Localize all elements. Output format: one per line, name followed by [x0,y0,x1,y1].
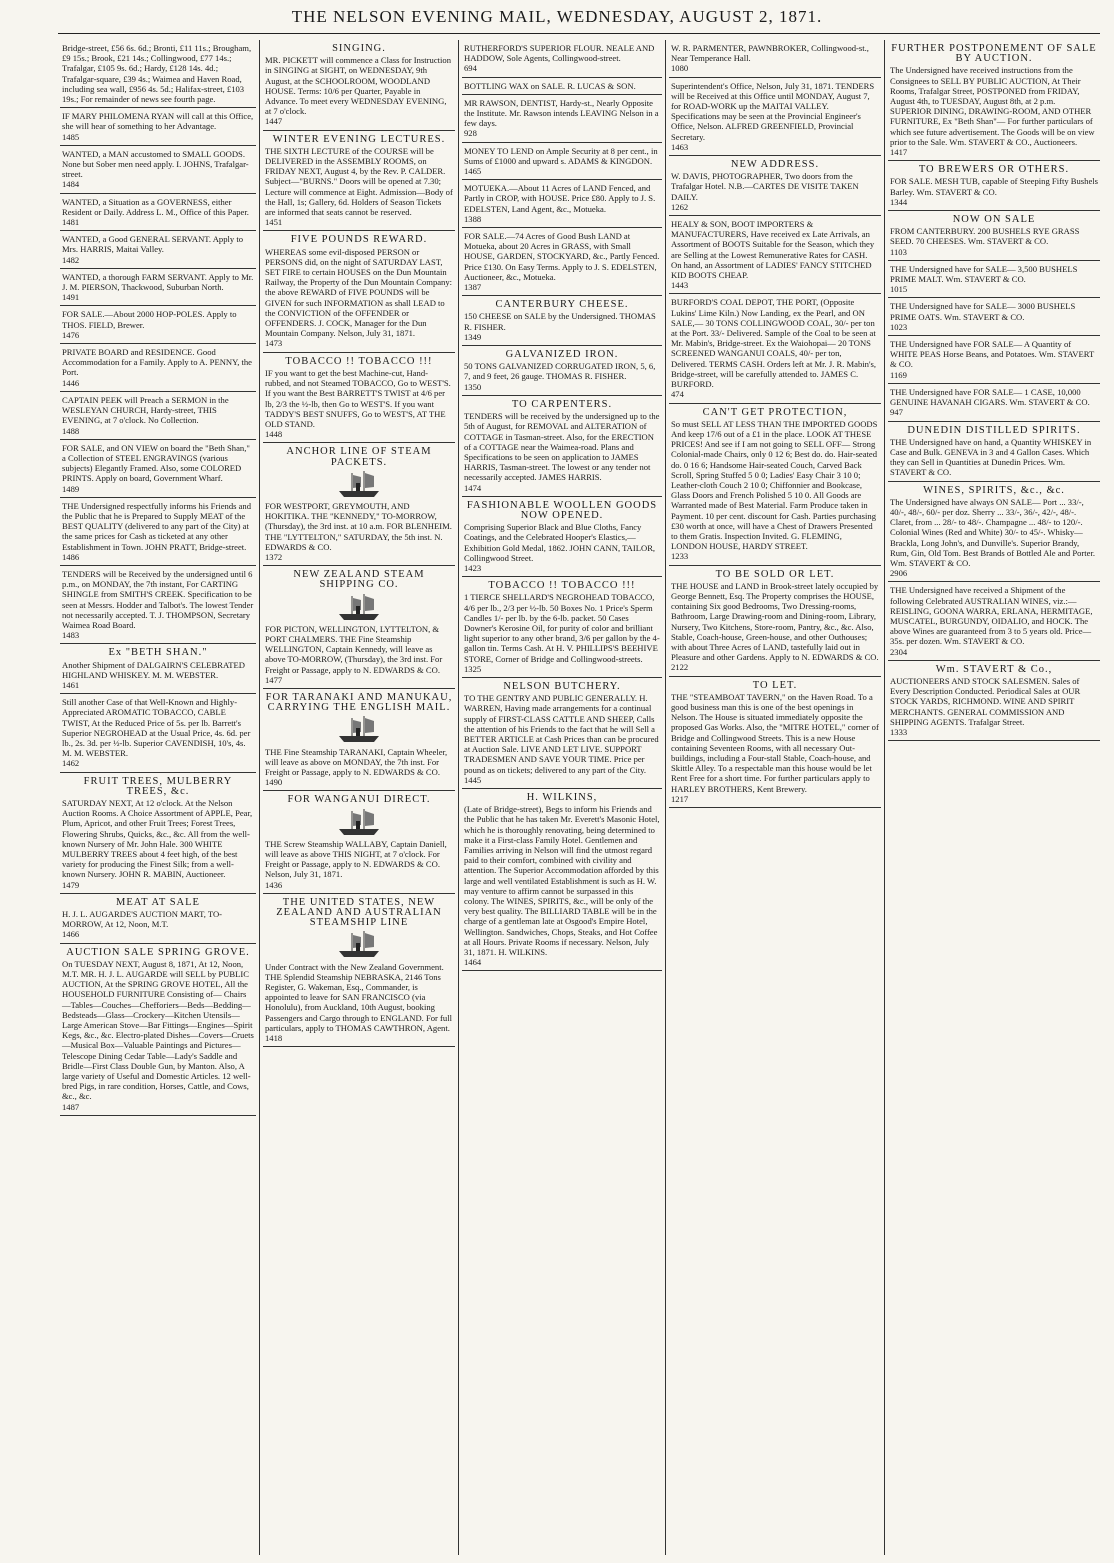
ad-number: 1448 [265,429,283,440]
ad-number: 1372 [265,551,283,562]
ad-heading: FASHIONABLE WOOLLEN GOODS NOW OPENED. [466,499,658,521]
ad-number: 1466 [62,929,80,940]
ad-heading: TOBACCO !! TOBACCO !!! [488,580,636,592]
ad-body: THE "STEAMBOAT TAVERN," on the Haven Road. To a good business man this is one of the best openings in Nelson. The House is situated immediately opposite the proposed Gas Works. Also, the "MITRE HOTEL," corner of Bridge and Collingwood Streets. This is a new House containing Seventeen Rooms, with all necessary Out-buildings, including a Four-stall Stable, Coach-house, and Skittle Alley. To a respectable man this house would be let Rent Free for a short time. For further particulars apply to HARLEY BROTHERS, Kent Brewery. [671,691,879,794]
advertisement [60,40,256,108]
ad-body: THE HOUSE and LAND in Brook-street lately occupied by George Bennett, Esq. The Property comprises the HOUSE, containing Six good Bedrooms, Two Dressing-rooms, Bathroom, Large Drawing-room and Dining-room, Library, Nursery, Two Kitchens, Store-room, Pantry, &c., &c. Also, Stable, Coach-house, Green-house, and other Outhouses; with about Three Acres of LAND, tastefully laid out in Pleasure and other Gardens. Apply to N. EDWARDS & CO. [671,580,879,663]
advertisement [263,443,455,566]
advertisement [263,791,455,893]
ad-number: 1482 [62,254,80,265]
ad-number: 1103 [890,246,907,257]
ad-body: AUCTIONEERS AND STOCK SALESMEN. Sales of Every Description Conducted. Periodical Sales at OUR STOCK YARDS, RICHMOND. WINE AND SPIRIT MERCHANTS. GENERAL COMMISSION AND SHIPPING AGENTS. Trafalgar Street. [890,675,1081,727]
ad-number: 1445 [464,774,482,785]
steamship-engraving-icon [265,929,453,961]
ad-number: 947 [890,407,903,418]
ad-number: 1436 [265,879,283,890]
ad-number: 1489 [62,483,80,494]
ad-heading: FURTHER POSTPONEMENT OF SALE BY AUCTION. [891,43,1097,65]
ad-number: 1418 [265,1033,283,1044]
steamship-engraving-icon [265,807,453,839]
ad-number: 474 [671,389,684,400]
ad-body: CAPTAIN PEEK will Preach a SERMON in the WESLEYAN CHURCH, Hardy-street, THIS EVENING, at 7 o'clock. No Collection. [62,394,229,426]
advertisement [263,40,455,131]
ad-number: 1451 [265,217,283,228]
ad-number: 1474 [464,482,482,493]
advertisement [669,78,881,156]
ad-number: 1233 [671,551,689,562]
advertisement [888,482,1100,583]
ad-heading: DUNEDIN DISTILLED SPIRITS. [907,424,1081,436]
advertisement [462,789,662,971]
advertisement [888,582,1100,660]
advertisement [462,180,662,228]
ad-heading: TO LET. [752,679,798,691]
column-1 [60,40,256,1555]
ad-number: 1461 [62,679,80,690]
ad-number: 1479 [62,879,80,890]
ad-body: THE Undersigned have on hand, a Quantity WHISKEY in Case and Bulk. GENEVA in 3 and 4 Gallon Cases. Which they can Sell in Quantities at Dunedin Prices. Wm. STAVERT & CO. [890,436,1092,478]
ad-heading: TO BE SOLD OR LET. [715,568,835,580]
ad-body: THE Undersigned have for SALE— 3,500 BUSHELS PRIME MALT. Wm. STAVERT & CO. [890,263,1078,285]
ad-number: 1015 [890,284,908,295]
ad-body: 1 TIERCE SHELLARD'S NEGROHEAD TOBACCO, 4/6 per lb., 2/3 per ½-lb. 50 Boxes No. 1 Price's Sperm Candles 1/- per lb. by the 6-lb. packet. 50 Cases Downer's Kerosine Oil, for purity of color and brilliant light superior to any other brand, 3/6 per gallon by the 4-gallon tin. Terms Cash. At H. V. PHILLIPS'S BEEHIVE STORE, Corner of Bridge and Collingwood-streets. [464,592,660,664]
ad-number: 1344 [890,196,908,207]
advertisement [669,294,881,403]
advertisement [888,211,1100,261]
ad-number: 1417 [890,147,908,158]
advertisement [462,346,662,396]
ad-body: FOR SALE, and ON VIEW on board the "Beth Shan," a Collection of STEEL ENGRAVINGS (various subjects) Elegantly Framed. Also, some COLORED PRINTS. Apply on board, Government Wharf. [62,442,250,484]
ad-number: 1485 [62,131,80,142]
ad-body: Bridge-street, £56 6s. 6d.; Bronti, £11 11s.; Brougham, £9 15s.; Brook, £21 14s.; Collingwood, £77 14s.; Trafalgar, £105 9s. 6d.; Hardy, £128 14s. 4d.; Trafalgar-square, £39 4s.; Waimea and Haven Road, including sea wall, £956 4s. 5d.; Halifax-street, £103 19s.; For remainder of news see fourth page. [62,43,252,105]
ad-number: 1350 [464,381,482,392]
ad-heading: ANCHOR LINE OF STEAM PACKETS. [286,446,432,468]
advertisement [462,577,662,678]
ad-body: MONEY TO LEND on Ample Security at 8 per cent., in Sums of £1000 and upward s. ADAMS & KINGDON. [464,145,658,166]
advertisement [888,298,1100,336]
ad-body: RUTHERFORD'S SUPERIOR FLOUR. NEALE AND HADDOW, Sole Agents, Collingwood-street. [464,43,655,64]
ad-body: PRIVATE BOARD and RESIDENCE. Good Accommodation for a Family. Apply to A. PENNY, the Port. [62,347,253,378]
advertisement [888,261,1100,299]
ad-number: 2122 [671,662,689,673]
ad-number: 1446 [62,377,80,388]
ad-number: 694 [464,63,477,74]
ad-heading: Wm. STAVERT & Co., [935,663,1053,675]
ad-number: 1487 [62,1101,80,1112]
ad-body: BURFORD'S COAL DEPOT, THE PORT, (Opposite Lukins' Lime Kiln.) Now Landing, ex the Pearl, and ON SALE,— 30 TONS COLLINGWOOD COAL, 30/- per ton at the Port. 33/- Delivered. Sample of the Coal to be seen at Mr. Mabin's, Bridge-street. Ex the Waiohopai— 20 TONS SCREENED WANGANUI COALS, 40/- per ton, Delivered. TERMS CASH. Orders left at Mr. J. R. Mabin's, Bridge-street, will be carefully attended to. JAMES C. BURFORD. [671,297,876,390]
advertisement [60,944,256,1116]
ad-body: FOR SALE.—About 2000 HOP-POLES. Apply to THOS. FIELD, Brewer. [62,309,237,330]
column-rule [259,40,260,1555]
ad-number: 1217 [671,793,689,804]
ad-heading: WINTER EVENING LECTURES. [272,133,446,145]
ad-heading: H. WILKINS, [526,792,598,803]
ad-heading: AUCTION SALE SPRING GROVE. [66,946,250,958]
ad-body: On TUESDAY NEXT, August 8, 1871, At 12, Noon, M.T. MR. H. J. L. AUGARDE will SELL by PUBLIC AUCTION, At the SPRING GROVE HOTEL, All the HOUSEHOLD FURNITURE Consisting of— Chairs—Tables—Couches—Chefforiers—Beds—Bedding—Bedsteads—Glass—Crockery—Kitchen Utensils—Large American Stove—Bar Fittings—Engines—Spirit Kegs, &c., &c. Electro-plated Dishes—Covers—Cruets—Musical Box—Valuable Paintings and Pictures—Telescope Dining Cedar Table—Lady's Saddle and Bridle—First Class Double Gun, by Manton. Also, A large variety of Useful and Domestic Articles. 12 well-bred Pigs, in rare condition, Horses, Cattle, and Cows, &c., &c. [62,958,254,1102]
ad-body: The Undersigned have always ON SALE— Port ... 33/-, 40/-, 48/-, 60/- per doz. Sherry ... 33/-, 36/-, 42/-, 48/-. Claret, from ... 28/- to 48/-. Champagne ... 48/- to 120/-. Colonial Wines (Red and White) 30/- to 45/-. Whisky—Brackla, Long John's, and Dunville's. Superior Brandy, Rum, Gin, Old Tom. Best Brands of Bottled Ale and Porter. Wm. STAVERT & CO. [890,496,1096,568]
ad-body: THE Screw Steamship WALLABY, Captain Daniell, will leave as above THIS NIGHT, at 7 o'clock. For Freight or Passage, apply to N. EDWARDS & CO. Nelson, July 31, 1871. [265,838,447,880]
ad-number: 1473 [265,338,283,349]
ad-body: BOTTLING WAX on SALE. R. LUCAS & SON. [464,80,636,91]
steamship-engraving-icon [265,592,453,624]
advertisement [888,422,1100,482]
ad-heading: TO BREWERS OR OTHERS. [918,164,1070,176]
column-2 [263,40,455,1555]
ad-number: 928 [464,128,477,139]
advertisement [60,306,256,344]
advertisement [60,644,256,694]
ad-body: THE Fine Steamship TARANAKI, Captain Wheeler, will leave as above on MONDAY, the 7th inst. For Freight or Passage, apply to N. EDWARDS & CO. [265,746,448,777]
ad-number: 1387 [464,282,482,293]
ad-body: WANTED, a Good GENERAL SERVANT. Apply to Mrs. HARRIS, Maitai Valley. [62,234,244,255]
ad-body: MR RAWSON, DENTIST, Hardy-st., Nearly Opposite the Institute. Mr. Rawson intends LEAVING Nelson in a few days. [464,97,659,129]
steamship-engraving-icon [265,469,453,501]
ad-number: 1169 [890,369,907,380]
advertisement [60,566,256,644]
ad-heading: FOR TARANAKI AND MANUKAU, CARRYING THE ENGLISH MAIL. [265,691,453,714]
advertisement [462,78,662,95]
ad-number: 1483 [62,630,80,641]
ad-number: 1464 [464,957,482,968]
advertisement [669,40,881,78]
ad-body: TO THE GENTRY AND PUBLIC GENERALLY. H. WARREN, Having made arrangements for a continual supply of FIRST-CLASS CATTLE AND SHEEP, Calls the attention of his Friends to the fact that he will Sell a BETTER ARTICLE at Cash Prices than can be procured at Auction Sale. LIVE AND LET LIVE. SUPPORT TRADESMEN AND SAVE YOUR TIME. Price per pound as on tickets; delivered to any part of the City. [464,693,659,775]
advertisement [462,228,662,296]
advertisement [462,296,662,346]
ad-number: 1349 [464,331,482,342]
advertisement [462,396,662,497]
ad-heading: TOBACCO !! TOBACCO !!! [285,355,433,367]
ad-body: Superintendent's Office, Nelson, July 31, 1871. TENDERS will be Received at this Office until MONDAY, August 7, for ROAD-WORK up the MAITAI VALLEY. Specifications may be seen at the Provincial Engineer's Office, Nelson. ALFRED GREENFIELD, Provincial Secretary. [671,80,875,142]
advertisement [462,678,662,789]
ad-heading: MEAT AT SALE [116,896,200,908]
advertisement [60,344,256,392]
ad-body: The Undersigned have received instructions from the Consignees to SELL BY PUBLIC AUCTION, At Their Rooms, Trafalgar Street, POSTPONED from FRIDAY, August 4th, to TUESDAY, August 8th, at 2 p.m. SUPERIOR DINING, DRAWING-ROOM, AND OTHER FURNITURE, Ex "Beth Shan"— For further particulars of which see future advertisement. The Goods will be on view prior to the Sale. Wm. STAVERT & CO., Auctioneers. [890,65,1095,147]
advertisement [669,404,881,566]
ad-number: 1481 [62,217,80,228]
ad-number: 1262 [671,201,689,212]
ad-body: THE SIXTH LECTURE of the COURSE will be DELIVERED in the ASSEMBLY ROOMS, on FRIDAY NEXT, August 4, by the Rev. P. CALDER. Subject—"BURNS." Doors will be opened at 7.30; Lecture will commence at Eight. Admission—Body of the Hall, 1s; Gallery, 6d. Holders of Season Tickets are informed that seats cannot be reserved. [265,145,453,218]
ad-body: FOR PICTON, WELLINGTON, LYTTELTON, & PORT CHALMERS. THE Fine Steamship WELLINGTON, Captain Kennedy, will leave as above TO-MORROW, (Thursday), the 3rd inst. For Freight or Passage, apply to N. EDWARDS & CO. [265,623,443,675]
advertisement [60,440,256,498]
ad-number: 1325 [464,663,482,674]
ad-body: WHEREAS some evil-disposed PERSON or PERSONS did, on the night of SATURDAY LAST, SET FIRE to certain HOUSES on the Dun Mountain Railway, the Property of the Dun Mountain Company: the above REWARD of FIVE POUNDS will be GIVEN for such INFORMATION as shall LEAD to the CONVICTION of the OFFENDER or OFFENDERS. J. COCK, Manager for the Dun Mountain Company. Nelson, July 31, 1871. [265,246,453,339]
advertisement [888,661,1100,741]
ad-number: 1484 [62,179,80,190]
advertisement [669,677,881,808]
ad-body: THE Undersigned respectfully informs his Friends and the Public that he is Prepared to Supply MEAT of the BEST QUALITY (delivered to any part of the City) at the same prices for Cash as ticketed at any other Establishment in Town. JOHN PRATT, Bridge-street. [62,500,252,552]
ad-number: 1477 [265,674,283,685]
ad-body: IF you want to get the best Machine-cut, Hand-rubbed, and not Steamed TOBACCO, Go to WEST'S. If you want the Best BARRETT'S TWIST at 4/6 per lb, 2/3 the ½-lb, then Go to WEST'S. If you want TADDY'S BEST SNUFFS, Go to WEST'S, AT THE OLD STAND. [265,367,451,429]
advertisement [263,131,455,232]
column-rule [458,40,459,1555]
ad-number: 1462 [62,758,80,769]
advertisement [888,384,1100,422]
advertisement [60,894,256,944]
ad-number: 1023 [890,321,908,332]
ad-body: 150 CHEESE on SALE by the Undersigned. THOMAS R. FISHER. [464,311,656,332]
ad-number: 1465 [464,166,482,177]
ad-body: MOTUEKA.—About 11 Acres of LAND Fenced, and Partly in CROP, with HOUSE. Price £80. Apply to J. S. EDELSTEN, Land Agent, &c., Motueka. [464,183,656,214]
ad-body: Comprising Superior Black and Blue Cloths, Fancy Coatings, and the Celebrated Hooper's Elastics,—Exhibition Gold Medal, 1862. JOHN CANN, TAILOR, Collingwood Street. [464,522,656,563]
ad-number: 1486 [62,551,80,562]
ad-heading: NEW ADDRESS. [730,159,820,171]
ad-body: FOR WESTPORT, GREYMOUTH, AND HOKITIKA. THE "KENNEDY," TO-MORROW, (Thursday), the 3rd inst. at 10 a.m. FOR BLENHEIM. THE "LYTTELTON," SATURDAY, the 5th inst. N. EDWARDS & CO. [265,500,452,552]
column-3 [462,40,662,1555]
advertisement [462,497,662,577]
ad-body: FOR SALE. MESH TUB, capable of Steeping Fifty Bushels Barley. Wm. STAVERT & CO. [890,176,1098,197]
ad-body: Still another Case of that Well-Known and Highly-Appreciated AROMATIC TOBACCO, CABLE TWIST, At the Reduced Price of 5s. per lb. Barrett's Superior NEGROHEAD at the Usual Price, 4s. 6d. per lb., 2s. 3d. per ½-lb. Superior CAVENDISH, 10's, 4s. M. M. WEBSTER. [62,697,251,759]
ad-body: THE Undersigned have FOR SALE— 1 CASE, 10,000 GENUINE HAVANAH CIGARS. Wm. STAVERT & CO. [890,386,1090,408]
ad-number: 1476 [62,329,80,340]
ad-heading: TO CARPENTERS. [511,398,613,410]
ad-body: FROM CANTERBURY. 200 BUSHELS RYE GRASS SEED. 70 CHEESES. Wm. STAVERT & CO. [890,226,1080,247]
ad-heading: GALVANIZED IRON. [505,349,619,361]
ad-number: 1463 [671,141,689,152]
ad-body: W. R. PARMENTER, PAWNBROKER, Collingwood-st., Near Temperance Hall. [671,43,869,64]
ad-number: 1490 [265,777,283,788]
ad-body: (Late of Bridge-street), Begs to inform his Friends and the Public that he has taken Mr. Everett's Masonic Hotel, which he is thoroughly renovating, being determined to make it a First-class Family Hotel. Gentlemen and Families arriving in Nelson will find the utmost regard paid to their comfort, combined with civility and attention. The Superior Accommodation afforded by this large and well ventilated Establishment is such as H. W. may venture to affirm cannot be surpassed in this colony. The WINES, SPIRITS, &c., will be only of the very best quality. The BILLIARD TABLE will be in the charge of a gentleman late at Osgood's Empire Hotel, Wellington. Sandwiches, Chops, Steaks, and Hot Coffee at all Hours. Private Rooms if necessary. Nelson, July 31, 1871. H. WILKINS. [464,804,660,958]
ad-body: SATURDAY NEXT, At 12 o'clock. At the Nelson Auction Rooms. A Choice Assortment of APPLE, Pear, Plum, Apricot, and other Fruit Trees; Forest Trees, Flowering Shrubs, Quicks, &c., &c. All from the well-known Nursery of Mr. John Hale. 300 WHITE MULBERRY TREES about 4 feet high, of the best variety for producing the Finest Silk; from a well-known Nursery. JOHN R. MABIN, Auctioneer. [62,798,253,880]
advertisement [60,194,256,232]
ad-body: WANTED, a MAN accustomed to SMALL GOODS. None but Sober men need apply. I. JOHNS, Trafalgar-street. [62,148,249,180]
ad-number: 1447 [265,116,283,127]
advertisement [888,336,1100,384]
ad-heading: NEW ZEALAND STEAM SHIPPING CO. [293,569,425,591]
ad-number: 2304 [890,646,908,657]
ad-body: Under Contract with the New Zealand Government. THE Splendid Steamship NEBRASKA, 2146 Tons Register, G. Wakeman, Esq., Commander, is appointed to leave for SAN FRANCISCO (via Honolulu), from Auckland, 10th August, booking Passengers and Cargo through to ENGLAND. For full particulars, apply to THOMAS CAWTHRON, Agent. [265,961,452,1033]
ad-heading: NELSON BUTCHERY. [503,680,621,692]
ad-heading: FRUIT TREES, MULBERRY TREES, &c. [83,775,233,797]
advertisement [60,694,256,772]
ad-heading: SINGING. [332,43,386,54]
ad-number: 1333 [890,726,908,737]
advertisement [669,566,881,677]
steamship-engraving-icon [265,714,453,746]
advertisement [263,566,455,689]
advertisement [462,143,662,181]
advertisement [462,40,662,78]
advertisement [888,40,1100,161]
ad-body: TENDERS will be Received by the undersigned until 6 p.m., on MONDAY, the 7th instant, For CARTING SHINGLE from SMITH'S CREEK. Specification to be seen at Messrs. Hodder and Talbot's. The lowest Tender not necessarily accepted. T. J. THOMPSON, Secretary Waimea Road Board. [62,568,254,630]
advertisement [263,231,455,352]
advertisement [60,108,256,146]
ad-number: 1423 [464,562,482,573]
advertisement [462,95,662,143]
advertisement [669,216,881,294]
ad-heading: Ex "BETH SHAN." [108,647,208,659]
ad-body: TENDERS will be received by the undersigned up to the 5th of August, for REMOVAL and ALTERATION of COTTAGE in Tasman-street. Also, for the ERECTION of a COTTAGE near the Waimea-road. Plans and Specifications to be seen on application to JAMES HARRIS, Tasman-street. The lowest or any tender not necessarily accepted. JAMES HARRIS. [464,411,660,483]
advertisement [263,353,455,444]
ad-body: THE Undersigned have for SALE— 3000 BUSHELS PRIME OATS. Wm. STAVERT & CO. [890,301,1076,322]
ad-heading: CANTERBURY CHEESE. [495,299,629,311]
ad-heading: NOW ON SALE [952,214,1036,226]
ad-number: 1388 [464,213,482,224]
ad-body: WANTED, a Situation as a GOVERNESS, either Resident or Daily. Address L. M., Office of this Paper. [62,196,249,217]
column-rule [665,40,666,1555]
ad-number: 1080 [671,63,689,74]
advertisement [60,269,256,307]
ad-number: 1488 [62,425,80,436]
advertisement [888,161,1100,211]
ad-body: THE Undersigned have FOR SALE— A Quantity of WHITE PEAS Horse Beans, and Potatoes. Wm. STAVERT & CO. [890,339,1095,370]
ad-body: 50 TONS GALVANIZED CORRUGATED IRON, 5, 6, 7, and 9 feet, 26 gauge. THOMAS R. FISHER. [464,361,656,382]
advertisement [60,498,256,566]
advertisement [60,146,256,194]
advertisement [60,231,256,269]
ad-body: MR. PICKETT will commence a Class for Instruction in SINGING at SIGHT, on WEDNESDAY, 9th August, at the SCHOOLROOM, WOODLAND HOUSE. Terms: 10/6 per Quarter, Payable in Advance. To meet every WEDNESDAY EVENING, at 7 o'clock. [265,55,452,117]
advertisement [60,392,256,440]
column-5 [888,40,1100,1555]
ad-heading: FOR WANGANUI DIRECT. [287,794,431,806]
ad-body: H. J. L. AUGARDE'S AUCTION MART, TO-MORROW, At 12, Noon, M.T. [62,909,223,930]
column-rule [884,40,885,1555]
advertisement [60,773,256,894]
ad-body: THE Undersigned have received a Shipment of the following Celebrated AUSTRALIAN WINES, viz.:— REISLING, GOONA WARRA, ERLANA, HERMITAGE, MUSCATEL, BURGUNDY, OIDALIO, and HOCK. The above Wines are guaranteed from 3 to 5 years old. Price—35s. per dozen. Wm. STAVERT & CO. [890,585,1093,647]
ad-body: IF MARY PHILOMENA RYAN will call at this Office, she will hear of something to her Advantage. [62,111,254,132]
ad-number: 1443 [671,280,689,291]
ad-heading: WINES, SPIRITS, &c., &c. [923,484,1065,496]
ad-body: So must SELL AT LESS THAN THE IMPORTED GOODS And keep 17/6 out of a £1 in the place. LOOK AT THESE PRICES! And see if I am not going to SELL OFF— Strong Colonial-made Chairs, only 0 12 6; Best do. do. Hair-seated do. 0 16 6; Handsome Hair-seated Couch, Carved Back Scroll, Spring Stuffed 5 0 0; Ladies' Easy Chair 3 10 0; Leather-cloth Couch 2 10 0; Chiffonnier and Bookcase, Glass Doors and French Polished 5 10 0. All Goods are Warranted made of Best Material. Farm Produce taken in Payment. 10 per cent. discount for Cash. Parties purchasing £30 worth at once, will have a Chest of Drawers Presented to them Gratis. Inspection Invited. G. FLEMING, LONDON HOUSE, HARDY STREET. [671,418,878,552]
advertisement [263,894,455,1047]
column-4 [669,40,881,1555]
advertisement [263,689,455,791]
ad-body: HEALY & SON, BOOT IMPORTERS & MANUFACTURERS, Have received ex Late Arrivals, an Assortment of BOOTS Suitable for the Season, which they are Selling at the Lowest Remunerative Rates for CASH. On hand, an Assortment of LADIES' FANCY STITCHED KID BOOTS CHEAP. [671,219,875,281]
ad-number: 2906 [890,568,908,579]
ad-body: W. DAVIS, PHOTOGRAPHER, Two doors from the Trafalgar Hotel. N.B.—CARTES DE VISITE TAKEN DAILY. [671,171,859,202]
ad-number: 1491 [62,292,80,303]
ad-body: FOR SALE.—74 Acres of Good Bush LAND at Motueka, about 20 Acres in GRASS, with Small HOUSE, GARDEN, STOCKYARD, &c., Partly Fenced. Price £130. On Easy Terms. Apply to J. S. EDELSTEN, Auctioneer, &c., Motueka. [464,231,660,282]
ad-heading: CAN'T GET PROTECTION, [702,406,848,418]
advertisement [669,156,881,216]
masthead-rule [58,33,1100,34]
masthead: THE NELSON EVENING MAIL, WEDNESDAY, AUGUST 2, 1871. [291,7,823,26]
ad-body: Another Shipment of DALGAIRN'S CELEBRATED HIGHLAND WHISKEY. M. M. WEBSTER. [62,659,245,680]
ad-heading: THE UNITED STATES, NEW ZEALAND AND AUSTRALIAN STEAMSHIP LINE [276,896,442,929]
ad-body: WANTED, a thorough FARM SERVANT. Apply to Mr. J. M. PIERSON, Thackwood, Suburban North. [62,271,254,293]
ad-heading: FIVE POUNDS REWARD. [290,234,428,246]
